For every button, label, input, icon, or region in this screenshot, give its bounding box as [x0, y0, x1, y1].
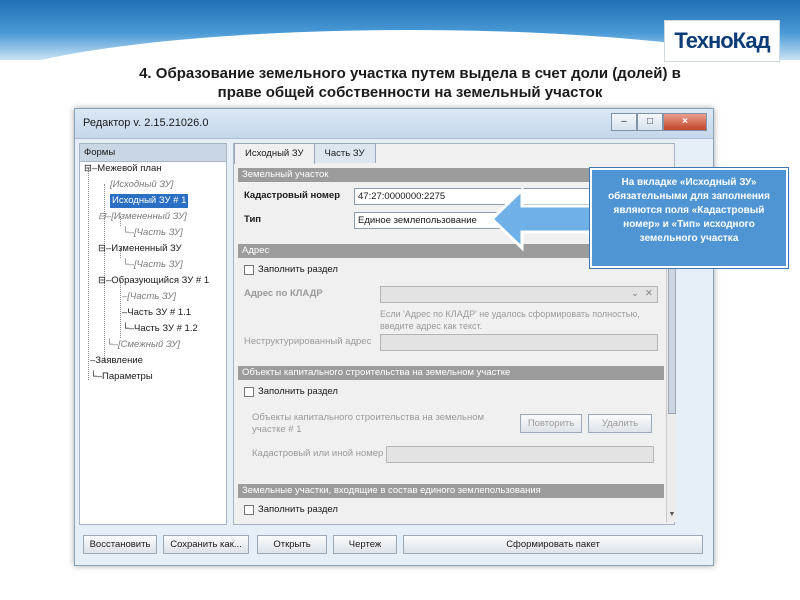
tree-line	[120, 280, 121, 338]
checkbox-box[interactable]	[244, 505, 254, 515]
cadastral-other-label: Кадастровый или иной номер	[252, 448, 384, 459]
forms-header: Формы	[80, 144, 226, 162]
checkbox-box[interactable]	[244, 387, 254, 397]
window-controls	[611, 113, 707, 131]
slide-title-line2: праве общей собственности на земельный участок	[217, 84, 603, 101]
kladr-field[interactable]	[380, 286, 658, 303]
bottom-toolbar	[79, 531, 711, 561]
kladr-label: Адрес по КЛАДР	[244, 288, 323, 299]
forms-tree	[80, 162, 226, 512]
tree-line	[88, 168, 89, 380]
section-unified-header: Земельные участки, входящие в состав единого землепользования	[238, 484, 664, 498]
unstructured-address-label: Неструктурированный адрес	[244, 336, 372, 347]
tree-item-chast-1-1[interactable]: –Часть ЗУ # 1.1	[122, 307, 192, 318]
tree-item-izmeneny[interactable]: ⊟–Измененный ЗУ	[98, 243, 182, 254]
unified-fill-label: Заполнить раздел	[258, 504, 338, 515]
tree-item-izmeneny-placeholder[interactable]: ⊟–[Измененный ЗУ]	[98, 211, 187, 222]
tree-item-chast-1-2[interactable]: └–Часть ЗУ # 1.2	[122, 323, 198, 334]
tree-item-iskhodny-1[interactable]: Исходный ЗУ # 1	[112, 195, 187, 206]
maximize-button[interactable]: □	[637, 113, 663, 131]
tree-item-mezhevoy-plan[interactable]: ⊟–Межевой план	[84, 163, 162, 174]
window-titlebar	[75, 109, 713, 139]
tree-item-obrazuyushchiy-1[interactable]: ⊟–Образующийся ЗУ # 1	[98, 275, 210, 286]
tree-item-chast-placeholder-2[interactable]: └–[Часть ЗУ]	[122, 259, 183, 270]
kladr-hint: Если 'Адрес по КЛАДР' не удалось сформировать полностью, введите адрес как текст.	[380, 309, 640, 331]
tab-chast-zu[interactable]: Часть ЗУ	[314, 143, 376, 163]
delete-button[interactable]: Удалить	[588, 414, 652, 433]
cadastral-other-field[interactable]	[386, 446, 654, 463]
repeat-button[interactable]: Повторить	[520, 414, 582, 433]
window-title: Редактор v. 2.15.21026.0	[83, 117, 209, 129]
tree-item-chast-placeholder-3[interactable]: –[Часть ЗУ]	[122, 291, 177, 302]
close-button[interactable]: ×	[663, 113, 707, 131]
forms-panel	[79, 143, 227, 525]
section-capital-header: Объекты капитального строительства на земельном участке	[238, 366, 664, 380]
section-land-plot-header: Земельный участок	[238, 168, 664, 182]
capital-fill-checkbox[interactable]	[244, 386, 338, 397]
tree-item-smezhny-placeholder[interactable]: └–[Смежный ЗУ]	[106, 339, 180, 350]
type-label: Тип	[244, 214, 262, 225]
address-fill-checkbox[interactable]	[244, 264, 338, 275]
tehnokad-logo: ТехноКад	[664, 20, 780, 62]
clear-icon[interactable]: ✕	[645, 288, 653, 299]
address-fill-label: Заполнить раздел	[258, 264, 338, 275]
capital-fill-label: Заполнить раздел	[258, 386, 338, 397]
tree-item-parametry[interactable]: └–Параметры	[90, 371, 153, 382]
tab-iskhodny-zu[interactable]: Исходный ЗУ	[234, 143, 315, 164]
open-button[interactable]: Открыть	[257, 535, 327, 554]
restore-button[interactable]: Восстановить	[83, 535, 157, 554]
tree-item-iskhodny-placeholder[interactable]: [Исходный ЗУ]	[110, 179, 174, 190]
section-address-header: Адрес	[238, 244, 664, 258]
slide-title-line1: 4. Образование земельного участка путем выдела в счет доли (долей) в	[139, 65, 681, 82]
checkbox-box[interactable]	[244, 265, 254, 275]
build-package-button[interactable]: Сформировать пакет	[403, 535, 703, 554]
drawing-button[interactable]: Чертеж	[333, 535, 397, 554]
scroll-down-icon[interactable]: ▼	[668, 511, 676, 518]
capital-objects-label: Объекты капитального строительства на земельном участке # 1	[252, 412, 485, 435]
form-tabs	[234, 143, 375, 163]
callout-box: На вкладке «Исходный ЗУ» обязательными для заполнения являются поля «Кадастровый номер» и «Тип» исходного земельного участка	[590, 168, 788, 268]
save-as-button[interactable]: Сохранить как...	[163, 535, 249, 554]
minimize-button[interactable]: –	[611, 113, 637, 131]
unstructured-address-field[interactable]	[380, 334, 658, 351]
cadastral-number-field[interactable]: 47:27:0000000:2275	[354, 188, 654, 205]
unified-fill-checkbox[interactable]	[244, 504, 338, 515]
tree-item-chast-placeholder[interactable]: └–[Часть ЗУ]	[122, 227, 183, 238]
type-select[interactable]: Единое землепользование	[354, 212, 654, 229]
slide-title	[60, 64, 760, 102]
tree-item-zayavlenie[interactable]: –Заявление	[90, 355, 143, 366]
dropdown-icon[interactable]: ⌄	[631, 288, 639, 299]
cadastral-number-label: Кадастровый номер	[244, 190, 341, 201]
callout-arrow-icon	[490, 186, 594, 252]
